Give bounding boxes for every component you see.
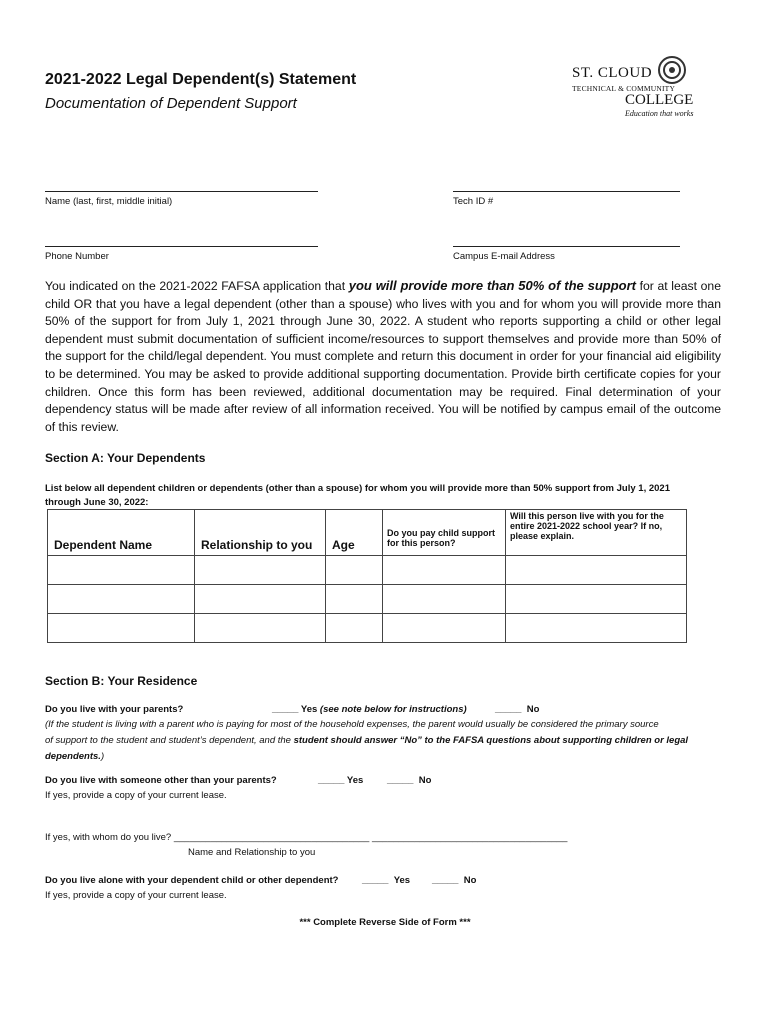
table-cell[interactable] [48,556,195,585]
section-a-instructions-2: through June 30, 2022: [45,497,149,508]
q2-followup: If yes, provide a copy of your current lease. [45,790,227,801]
table-cell[interactable] [48,585,195,614]
col-live-with-you: Will this person live with you for the entire 2021-2022 school year? If no, please explain. [506,510,687,556]
col-age: Age [326,510,383,556]
table-cell[interactable] [383,614,506,643]
email-field[interactable] [453,246,680,247]
q3-label: Name and Relationship to you [188,847,316,858]
tech-id-label: Tech ID # [453,196,494,207]
page-title: 2021-2022 Legal Dependent(s) Statement [45,71,357,88]
table-cell[interactable] [506,614,687,643]
reverse-side-notice: *** Complete Reverse Side of Form *** [299,917,471,928]
q3-prompt: If yes, with whom do you live? _____________________________________ _____________________________________ [45,832,568,843]
table-cell[interactable] [383,585,506,614]
q4-followup: If yes, provide a copy of your current lease. [45,890,227,901]
intro-paragraph: You indicated on the 2021-2022 FAFSA application that you will provide more than 50% of the support for at least one child OR that you have a legal dependent (other than a spouse) who lives with you and for whom you will provide more than 50% of the support for from July 1, 2021 through June 30, 2022. A student who reports supporting a child or other legal dependent must submit documentation of sufficient income/resources to support themselves and provide more than 50% of the support for the child/legal dependent. You must complete and return this document in order for your financial aid eligibility to be determined. You may be asked to provide additional supporting documentation. Provide birth certificate copies for your children. Once this form has been reviewed, additional documentation may be required. Final determination of your dependency status will be made after review of all information received. You will be notified by campus email of the outcome of this review. [45,278,721,434]
table-cell[interactable] [195,585,326,614]
table-cell[interactable] [383,556,506,585]
college-logo [570,53,720,123]
q4-no-option[interactable]: _____ No [432,875,477,886]
table-cell[interactable] [326,614,383,643]
q1-no-option[interactable]: _____ No [495,704,540,715]
col-child-support: Do you pay child support for this person? [383,510,506,556]
col-dependent-name: Dependent Name [48,510,195,556]
table-cell[interactable] [48,614,195,643]
logo-line-1: ST. CLOUD [572,65,653,81]
q1-yes-option[interactable]: _____ Yes (see note below for instructions) [272,704,467,715]
q1-label: Do you live with your parents? [45,704,184,715]
page-subtitle: Documentation of Dependent Support [45,95,297,112]
table-row [48,585,687,614]
name-field[interactable] [45,191,318,192]
table-row [48,614,687,643]
intro-emphasis: you will provide more than 50% of the support [348,278,636,293]
name-label: Name (last, first, middle initial) [45,196,173,207]
table-header-row [48,510,687,556]
table-cell[interactable] [326,585,383,614]
parent-support-note: (If the student is living with a parent who is paying for most of the household expenses, the parent would usually be considered the primary source of support to the student and student’s dependent, and the student should answer “No” to the FAFSA questions about supporting children or legal dependents.) [45,719,689,762]
logo-tagline: Education that works [625,109,694,118]
col-relationship: Relationship to you [195,510,326,556]
table-cell[interactable] [326,556,383,585]
q2-label: Do you live with someone other than your parents? [45,775,277,786]
live-with-field[interactable]: _____________________________________ _____________________________________ [173,832,568,843]
phone-label: Phone Number [45,251,109,262]
q4-label: Do you live alone with your dependent child or other dependent? [45,875,339,886]
q4-yes-option[interactable]: _____ Yes [362,875,411,886]
section-b-heading: Section B: Your Residence [45,674,198,688]
table-cell[interactable] [506,556,687,585]
section-a-heading: Section A: Your Dependents [45,451,206,465]
tech-id-field[interactable] [453,191,680,192]
logo-line-2: TECHNICAL & COMMUNITY [572,84,676,93]
logo-swirl-icon [654,55,690,85]
table-cell[interactable] [195,556,326,585]
logo-line-3: COLLEGE [625,92,694,108]
table-cell[interactable] [195,614,326,643]
phone-field[interactable] [45,246,318,247]
section-a-instructions: List below all dependent children or dependents (other than a spouse) for whom you will provide more than 50% support from July 1, 2021 [45,483,670,494]
email-label: Campus E-mail Address [453,251,555,262]
q2-no-option[interactable]: _____ No [387,775,432,786]
table-row [48,556,687,585]
dependents-table [47,509,687,643]
table-cell[interactable] [506,585,687,614]
q2-yes-option[interactable]: _____ Yes [318,775,364,786]
